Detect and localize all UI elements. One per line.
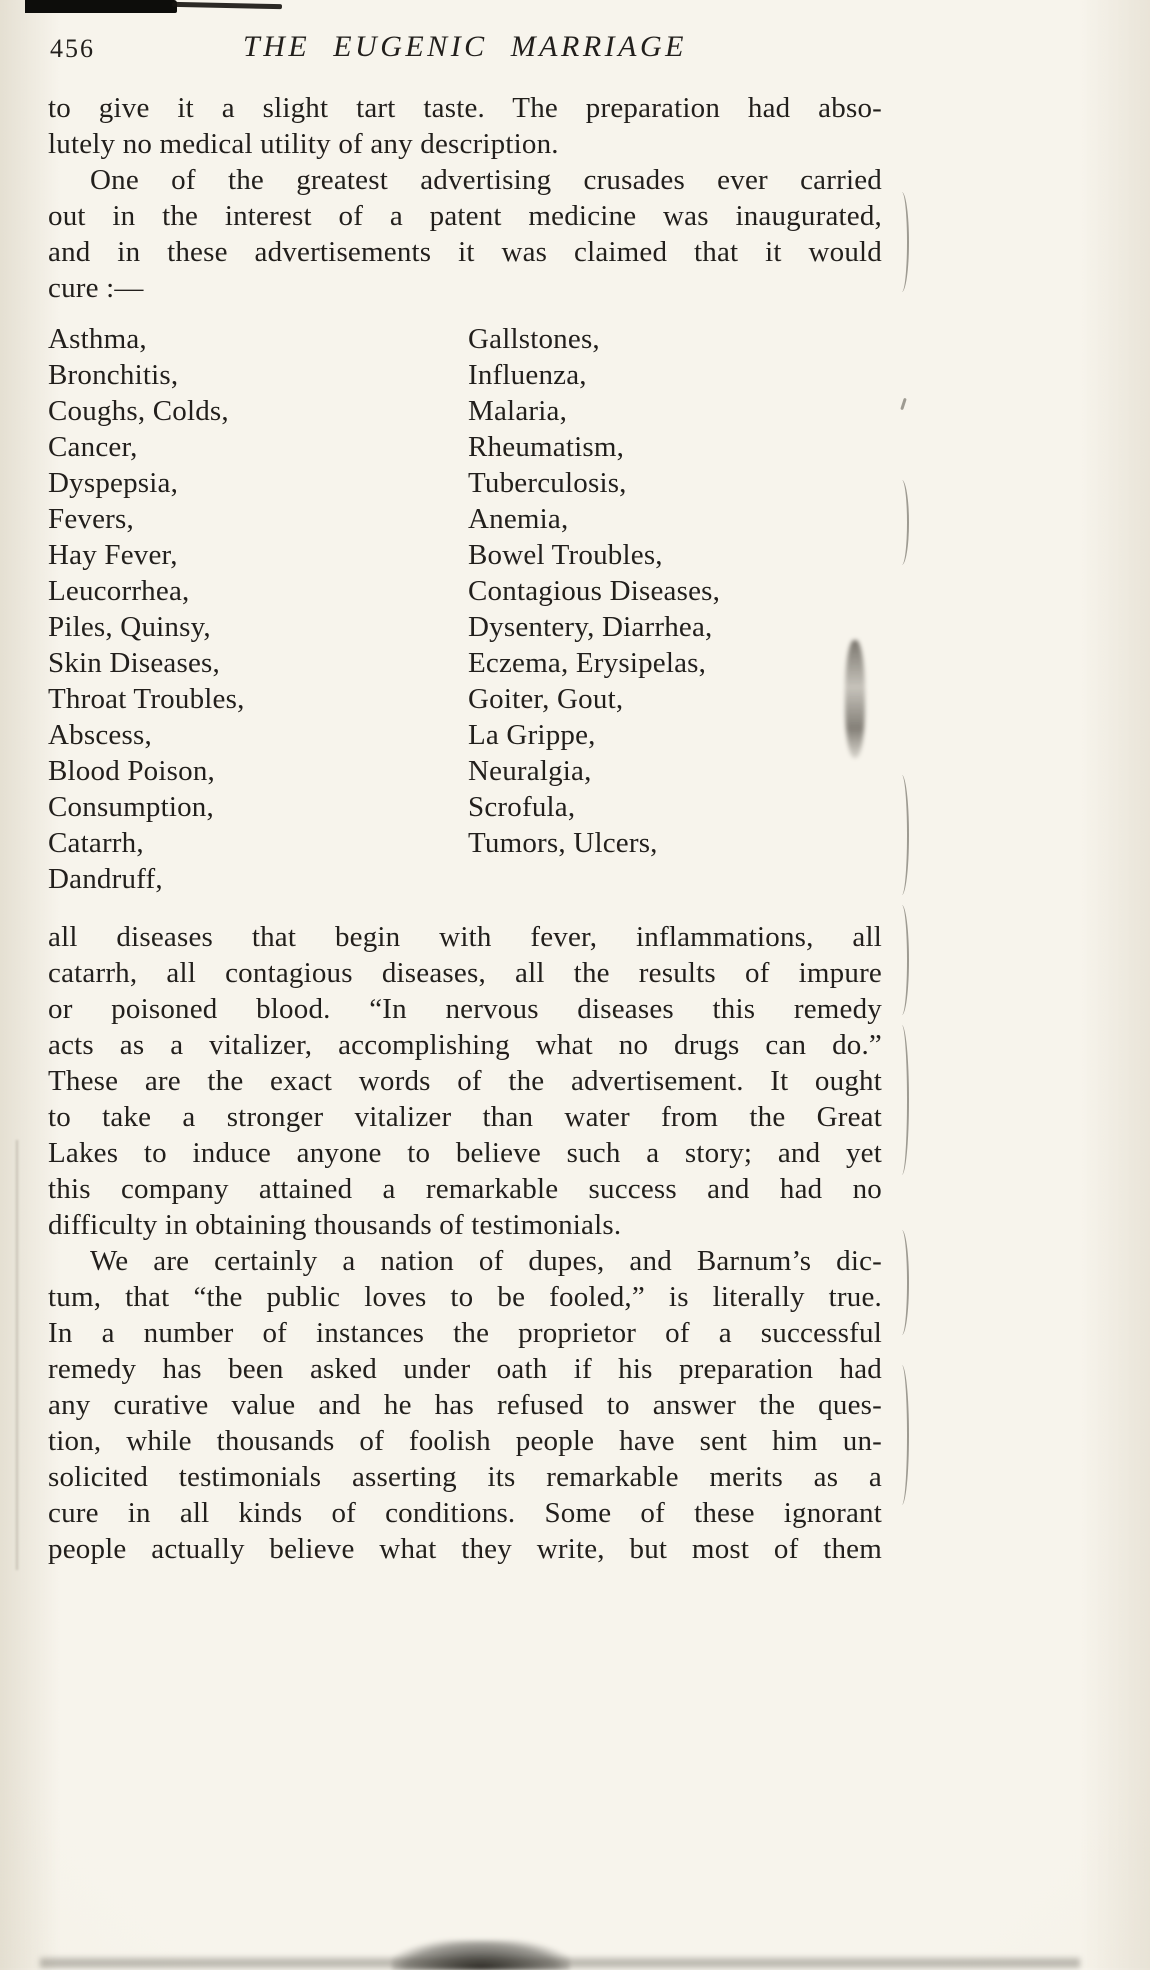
text-line: remedy has been asked under oath if his preparation had — [48, 1353, 882, 1385]
disease-item: Dyspepsia, — [48, 467, 179, 499]
text-line: cure :— — [48, 272, 144, 304]
text-line: to take a stronger vitalizer than water from the Great — [48, 1101, 882, 1133]
disease-item: Piles, Quinsy, — [48, 611, 211, 643]
disease-item: Neuralgia, — [468, 755, 592, 787]
scan-artifact-margin-mark — [897, 775, 909, 895]
text-line: people actually believe what they write, but most of them — [48, 1533, 882, 1565]
text-line: cure in all kinds of conditions. Some of these ignorant — [48, 1497, 882, 1529]
disease-item: Blood Poison, — [48, 755, 215, 787]
text-line: In a number of instances the proprietor of a successful — [48, 1317, 882, 1349]
disease-item: Rheumatism, — [468, 431, 625, 463]
scan-artifact-bottom-smudge — [392, 1940, 570, 1970]
paragraph — [48, 90, 882, 162]
disease-item: Anemia, — [468, 503, 569, 535]
page-number: 456 — [50, 34, 95, 63]
text-line: out in the interest of a patent medicine was inaugurated, — [48, 200, 882, 232]
text-line: One of the greatest advertising crusades ever carried — [90, 164, 882, 196]
disease-item: Consumption, — [48, 791, 214, 823]
text-line: and in these advertisements it was claimed that it would — [48, 236, 882, 268]
text-line: We are certainly a nation of dupes, and Barnum’s dic- — [90, 1245, 882, 1277]
intro-paragraphs — [48, 90, 882, 306]
text-line: Lakes to induce anyone to believe such a story; and yet — [48, 1137, 882, 1169]
paragraph — [48, 1243, 882, 1567]
disease-item: Abscess, — [48, 719, 152, 751]
text-line: tion, while thousands of foolish people have sent him un- — [48, 1425, 882, 1457]
scan-artifact-margin-mark — [897, 1365, 909, 1505]
closing-paragraphs — [48, 919, 882, 1567]
disease-item: Malaria, — [468, 395, 568, 427]
disease-item: Bowel Troubles, — [468, 539, 663, 571]
disease-item: Fevers, — [48, 503, 134, 535]
page-header — [48, 26, 882, 68]
disease-item: Contagious Diseases, — [468, 575, 721, 607]
scan-artifact-margin-mark — [897, 1230, 909, 1335]
disease-item: Bronchitis, — [48, 359, 179, 391]
page-title: THE EUGENIC MARRIAGE — [243, 30, 687, 63]
disease-item: Skin Diseases, — [48, 647, 220, 679]
paragraph — [48, 919, 882, 1243]
disease-item: Dandruff, — [48, 863, 163, 895]
text-line: These are the exact words of the advertisement. It ought — [48, 1065, 882, 1097]
disease-item: Asthma, — [48, 323, 147, 355]
scan-artifact-top-ink-bar — [25, 0, 177, 13]
disease-item: Cancer, — [48, 431, 138, 463]
scan-artifact-bottom-band — [40, 1958, 1080, 1968]
disease-column-right — [468, 321, 882, 897]
text-line: any curative value and he has refused to answer the ques- — [48, 1389, 882, 1421]
text-line: catarrh, all contagious diseases, all the results of impure — [48, 957, 882, 989]
disease-item: Catarrh, — [48, 827, 144, 859]
disease-item: Throat Troubles, — [48, 683, 245, 715]
disease-item: Dysentery, Diarrhea, — [468, 611, 713, 643]
scan-artifact-margin-mark — [897, 480, 909, 565]
text-line: all diseases that begin with fever, inflammations, all — [48, 921, 882, 953]
disease-item: La Grippe, — [468, 719, 596, 751]
text-line: or poisoned blood. “In nervous diseases this remedy — [48, 993, 882, 1025]
disease-column-left — [48, 321, 468, 897]
disease-item: Goiter, Gout, — [468, 683, 624, 715]
text-line: to give it a slight tart taste. The preparation had abso- — [48, 92, 882, 124]
text-line: tum, that “the public loves to be fooled,” is literally true. — [48, 1281, 882, 1313]
disease-item: Tuberculosis, — [468, 467, 627, 499]
disease-item: Hay Fever, — [48, 539, 178, 571]
text-line: acts as a vitalizer, accomplishing what no drugs can do.” — [48, 1029, 882, 1061]
scan-artifact-margin-mark — [897, 1025, 909, 1175]
disease-item: Scrofula, — [468, 791, 576, 823]
scan-artifact-margin-mark — [897, 905, 909, 1015]
disease-item: Leucorrhea, — [48, 575, 190, 607]
scan-artifact-margin-tick — [900, 398, 907, 410]
disease-item: Eczema, Erysipelas, — [468, 647, 707, 679]
text-line: this company attained a remarkable success and had no — [48, 1173, 882, 1205]
disease-list — [48, 321, 882, 897]
scan-artifact-margin-mark — [897, 192, 909, 292]
paragraph — [48, 162, 882, 306]
scan-artifact-left-crease — [16, 1140, 18, 1570]
scan-artifact-top-ink-tail — [172, 2, 282, 9]
page-content — [48, 26, 882, 1567]
text-line: difficulty in obtaining thousands of testimonials. — [48, 1209, 622, 1241]
disease-item: Gallstones, — [468, 323, 600, 355]
text-line: lutely no medical utility of any description. — [48, 128, 559, 160]
text-line: solicited testimonials asserting its remarkable merits as a — [48, 1461, 882, 1493]
disease-item: Coughs, Colds, — [48, 395, 229, 427]
disease-item: Influenza, — [468, 359, 587, 391]
disease-item: Tumors, Ulcers, — [468, 827, 658, 859]
